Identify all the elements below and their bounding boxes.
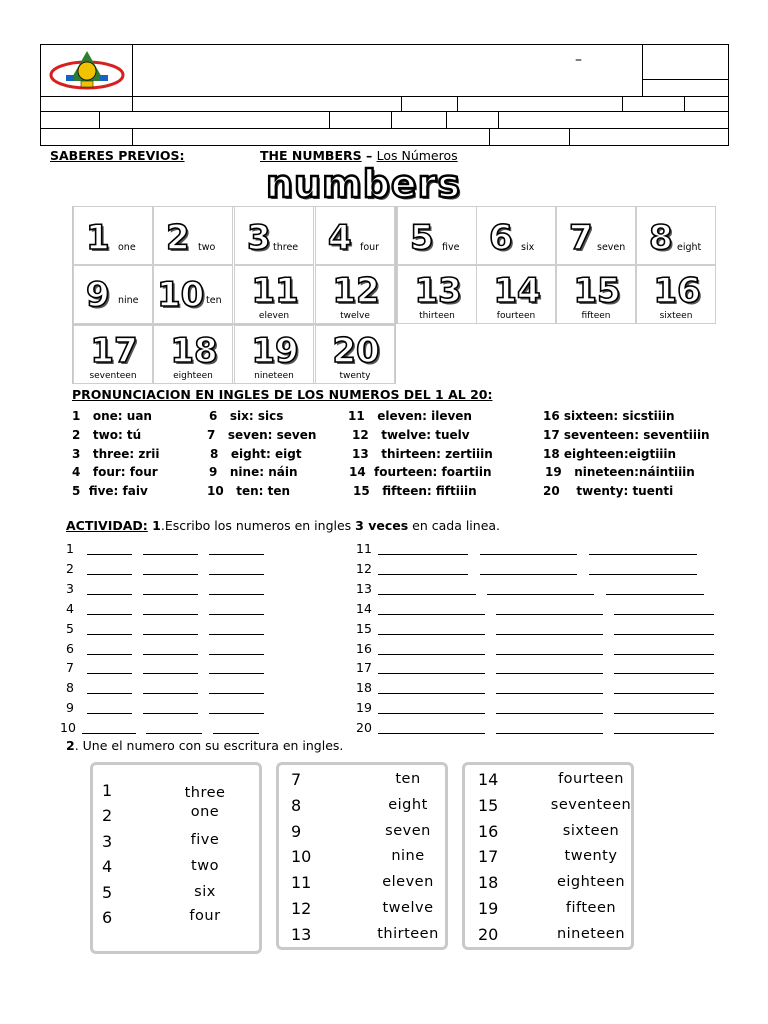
writing-blank[interactable] <box>496 614 603 615</box>
writing-blank[interactable] <box>87 614 132 615</box>
form-rule <box>684 96 685 111</box>
match-word[interactable]: eight <box>388 797 428 813</box>
writing-blank[interactable] <box>209 574 264 575</box>
match-word[interactable]: nine <box>391 848 425 864</box>
writing-blank[interactable] <box>87 673 132 674</box>
writing-blank[interactable] <box>143 574 198 575</box>
form-rule <box>40 111 729 112</box>
match-number: 16 <box>478 822 499 841</box>
saberes-previos-label: SABERES PREVIOS: <box>50 148 185 163</box>
row-number: 19 <box>356 700 372 716</box>
match-word[interactable]: fourteen <box>558 771 624 787</box>
form-rule <box>642 44 643 96</box>
number-word: seventeen <box>89 371 137 381</box>
number-word: eighteen <box>173 371 213 381</box>
writing-blank[interactable] <box>143 654 198 655</box>
page-title <box>260 148 458 163</box>
writing-blank[interactable] <box>614 654 714 655</box>
writing-blank[interactable] <box>480 554 577 555</box>
writing-blank[interactable] <box>87 574 132 575</box>
writing-blank[interactable] <box>606 594 704 595</box>
match-number: 7 <box>291 770 302 789</box>
pron-line: 16 sixteen: sicstiiin <box>543 409 675 423</box>
row-number: 4 <box>66 600 74 616</box>
pron-line: 11 eleven: ileven <box>348 409 472 423</box>
number-card <box>397 265 477 324</box>
writing-blank[interactable] <box>87 713 132 714</box>
number-digit: 1 <box>86 218 110 258</box>
los-numeros-title: Los Números <box>376 148 458 163</box>
match-word[interactable]: one <box>190 804 220 820</box>
number-card <box>153 265 233 324</box>
writing-blank[interactable] <box>143 594 198 595</box>
number-word: one <box>118 242 136 253</box>
number-digit: 11 <box>251 271 299 311</box>
form-rule <box>132 128 133 146</box>
match-number: 19 <box>478 899 499 918</box>
activity-label: ACTIVIDAD: <box>66 518 148 533</box>
number-word: nineteen <box>254 371 294 381</box>
match-word[interactable]: twelve <box>382 900 434 916</box>
pron-line: 20 twenty: tuenti <box>543 484 674 498</box>
pron-line: 7 seven: seven <box>207 428 317 442</box>
number-digit: 9 <box>86 275 110 315</box>
writing-blank[interactable] <box>209 673 264 674</box>
writing-blank[interactable] <box>614 634 714 635</box>
writing-blank[interactable] <box>87 634 132 635</box>
writing-blank[interactable] <box>209 594 264 595</box>
pron-line: 12 twelve: tuelv <box>352 428 470 442</box>
pron-line: 2 two: tú <box>72 428 142 442</box>
number-card <box>476 265 556 324</box>
pron-line: 4 four: four <box>72 465 158 479</box>
form-rule <box>498 111 499 128</box>
writing-blank[interactable] <box>209 614 264 615</box>
writing-blank[interactable] <box>209 654 264 655</box>
match-word[interactable]: four <box>189 908 221 924</box>
match-number: 12 <box>291 899 312 918</box>
header-dash: – <box>575 52 582 68</box>
match-number: 9 <box>291 822 302 841</box>
writing-blank[interactable] <box>209 693 264 694</box>
match-number: 13 <box>291 925 312 944</box>
match-number: 2 <box>102 806 113 825</box>
row-number: 9 <box>66 700 74 716</box>
row-number: 10 <box>60 720 76 736</box>
number-word: three <box>273 242 299 253</box>
match-word[interactable]: ten <box>395 771 421 787</box>
number-word: twelve <box>340 311 370 321</box>
pron-line: 19 nineteen:náintiiin <box>545 465 695 479</box>
writing-blank[interactable] <box>209 554 264 555</box>
writing-blank[interactable] <box>87 554 132 555</box>
match-word[interactable]: seventeen <box>550 797 632 813</box>
number-card <box>73 206 153 265</box>
number-word: fifteen <box>581 311 611 321</box>
school-logo <box>42 45 132 95</box>
number-digit: 8 <box>649 218 673 258</box>
writing-blank[interactable] <box>143 634 198 635</box>
writing-blank[interactable] <box>496 733 603 734</box>
writing-blank[interactable] <box>614 713 714 714</box>
pron-line: 10 ten: ten <box>207 484 291 498</box>
writing-blank[interactable] <box>378 594 476 595</box>
number-card <box>315 265 395 324</box>
row-number: 14 <box>356 600 372 616</box>
match-word[interactable]: twenty <box>564 848 618 864</box>
row-number: 2 <box>66 560 74 576</box>
number-word: thirteen <box>419 311 455 321</box>
writing-blank[interactable] <box>378 713 485 714</box>
number-digit: 13 <box>414 271 462 311</box>
match-word[interactable]: sixteen <box>562 823 620 839</box>
activity-bold: 3 veces <box>355 518 409 533</box>
number-card <box>315 206 395 265</box>
number-digit: 15 <box>573 271 621 311</box>
number-card <box>153 206 233 265</box>
number-word: four <box>360 242 380 253</box>
writing-blank[interactable] <box>487 594 594 595</box>
row-number: 6 <box>66 640 74 656</box>
number-card <box>153 325 233 384</box>
form-rule <box>401 96 402 111</box>
writing-blank[interactable] <box>87 594 132 595</box>
row-number: 18 <box>356 680 372 696</box>
part2-text: . Une el numero con su escritura en ingles. <box>74 738 344 753</box>
writing-blank[interactable] <box>589 554 697 555</box>
writing-blank[interactable] <box>378 654 485 655</box>
match-word[interactable]: eleven <box>382 874 434 890</box>
writing-blank[interactable] <box>378 614 485 615</box>
number-word: twenty <box>339 371 371 381</box>
number-digit: 10 <box>157 275 205 315</box>
writing-blank[interactable] <box>143 554 198 555</box>
writing-blank[interactable] <box>87 654 132 655</box>
match-word[interactable]: three <box>184 785 226 801</box>
form-rule <box>569 128 570 146</box>
row-number: 13 <box>356 580 372 596</box>
pron-line: 13 thirteen: zertiiin <box>352 447 493 461</box>
match-number: 11 <box>291 873 312 892</box>
number-digit: 3 <box>247 218 271 258</box>
row-number: 15 <box>356 620 372 636</box>
number-card <box>476 206 556 265</box>
activity-number: 1 <box>147 518 161 533</box>
form-rule <box>622 96 623 111</box>
number-card <box>556 206 636 265</box>
pron-line: 15 fifteen: fiftiiin <box>353 484 477 498</box>
writing-blank[interactable] <box>87 693 132 694</box>
match-number: 6 <box>102 908 113 927</box>
match-number: 18 <box>478 873 499 892</box>
matching-instruction <box>66 738 343 753</box>
writing-blank[interactable] <box>143 614 198 615</box>
match-word[interactable]: fifteen <box>565 900 617 916</box>
number-digit: 19 <box>251 331 299 371</box>
number-card <box>73 325 153 384</box>
pron-line: 5 five: faiv <box>72 484 148 498</box>
writing-blank[interactable] <box>378 634 485 635</box>
number-digit: 6 <box>489 218 513 258</box>
writing-blank[interactable] <box>614 733 714 734</box>
match-number: 17 <box>478 847 499 866</box>
match-word[interactable]: thirteen <box>377 926 439 942</box>
row-number: 16 <box>356 640 372 656</box>
form-rule <box>132 44 133 111</box>
pron-line: 1 one: uan <box>72 409 152 423</box>
pron-line: 3 three: zrii <box>72 447 160 461</box>
row-number: 5 <box>66 620 74 636</box>
number-digit: 14 <box>493 271 541 311</box>
form-rule <box>446 111 447 128</box>
pron-line: 14 fourteen: foartiin <box>349 465 492 479</box>
pron-line: 18 eighteen:eigtiiin <box>543 447 677 461</box>
row-number: 7 <box>66 660 74 676</box>
pron-line: 6 six: sics <box>209 409 284 423</box>
form-rule <box>40 96 729 97</box>
writing-blank[interactable] <box>589 574 697 575</box>
number-word: seven <box>597 242 626 253</box>
number-word: eight <box>677 242 702 253</box>
the-numbers-title: THE NUMBERS <box>260 148 362 163</box>
match-word[interactable]: two <box>191 858 219 874</box>
number-word: five <box>442 242 460 253</box>
number-card <box>73 265 153 324</box>
form-rule <box>99 111 100 128</box>
writing-blank[interactable] <box>378 574 468 575</box>
number-digit: 12 <box>332 271 380 311</box>
match-number: 1 <box>102 781 113 800</box>
writing-blank[interactable] <box>496 654 603 655</box>
match-word[interactable]: eighteen <box>556 874 626 890</box>
match-number: 5 <box>102 883 113 902</box>
number-digit: 18 <box>170 331 218 371</box>
number-card <box>636 206 716 265</box>
pron-line: 9 nine: náin <box>209 465 298 479</box>
pronunciation-heading: PRONUNCIACION EN INGLES DE LOS NUMEROS DEL 1 AL 20: <box>72 387 493 402</box>
writing-blank[interactable] <box>496 673 603 674</box>
activity-text: .Escribo los numeros en ingles <box>160 518 356 533</box>
number-card <box>234 265 314 324</box>
number-digit: 7 <box>569 218 593 258</box>
number-card <box>636 265 716 324</box>
form-rule <box>40 128 729 129</box>
form-rule <box>329 111 330 128</box>
number-card <box>397 206 477 265</box>
numbers-banner: numbers <box>266 162 462 206</box>
header-form <box>40 44 729 146</box>
writing-blank[interactable] <box>378 673 485 674</box>
number-word: nine <box>118 295 139 306</box>
number-card <box>556 265 636 324</box>
activity-instruction <box>66 518 500 533</box>
match-number: 20 <box>478 925 499 944</box>
number-card <box>315 325 395 384</box>
number-word: two <box>198 242 216 253</box>
row-number: 3 <box>66 580 74 596</box>
writing-blank[interactable] <box>614 673 714 674</box>
writing-blank[interactable] <box>480 574 577 575</box>
writing-blank[interactable] <box>143 713 198 714</box>
number-word: sixteen <box>659 311 693 321</box>
number-digit: 4 <box>328 218 352 258</box>
number-word: six <box>521 242 535 253</box>
number-card <box>234 325 314 384</box>
writing-blank[interactable] <box>614 693 714 694</box>
match-number: 15 <box>478 796 499 815</box>
writing-blank[interactable] <box>378 733 485 734</box>
pron-line: 8 eight: eigt <box>210 447 302 461</box>
row-number: 8 <box>66 680 74 696</box>
row-number: 1 <box>66 541 74 556</box>
number-word: eleven <box>258 311 290 321</box>
match-word[interactable]: six <box>194 884 216 900</box>
writing-blank[interactable] <box>213 733 259 734</box>
match-number: 4 <box>102 857 113 876</box>
writing-blank[interactable] <box>209 713 264 714</box>
match-number: 8 <box>291 796 302 815</box>
writing-blank[interactable] <box>209 634 264 635</box>
row-number: 20 <box>356 720 372 736</box>
match-word[interactable]: nineteen <box>556 926 626 942</box>
writing-blank[interactable] <box>143 693 198 694</box>
number-digit: 5 <box>410 218 434 258</box>
match-number: 14 <box>478 770 499 789</box>
form-rule <box>391 111 392 128</box>
writing-blank[interactable] <box>378 554 468 555</box>
number-word: fourteen <box>496 311 536 321</box>
activity-text-end: en cada linea. <box>408 518 501 533</box>
writing-blank[interactable] <box>143 673 198 674</box>
writing-blank[interactable] <box>496 713 603 714</box>
writing-blank[interactable] <box>378 693 485 694</box>
form-rule <box>489 128 490 146</box>
match-word[interactable]: seven <box>385 823 431 839</box>
writing-blank[interactable] <box>614 614 714 615</box>
match-word[interactable]: five <box>190 832 220 848</box>
number-card <box>234 206 314 265</box>
form-rule <box>457 96 458 111</box>
pron-line: 17 seventeen: seventiiin <box>543 428 710 442</box>
row-number: 11 <box>356 541 372 556</box>
writing-blank[interactable] <box>146 733 202 734</box>
title-separator: – <box>361 148 377 163</box>
writing-blank[interactable] <box>496 634 603 635</box>
number-digit: 20 <box>332 331 380 371</box>
number-digit: 17 <box>90 331 138 371</box>
row-number: 17 <box>356 660 372 676</box>
row-number: 12 <box>356 560 372 576</box>
number-word: ten <box>206 295 222 306</box>
match-number: 10 <box>291 847 312 866</box>
part2-number: 2 <box>66 738 75 753</box>
form-rule <box>642 79 729 80</box>
number-digit: 2 <box>166 218 190 258</box>
writing-blank[interactable] <box>496 693 603 694</box>
writing-blank[interactable] <box>82 733 136 734</box>
match-number: 3 <box>102 832 113 851</box>
number-digit: 16 <box>653 271 701 311</box>
